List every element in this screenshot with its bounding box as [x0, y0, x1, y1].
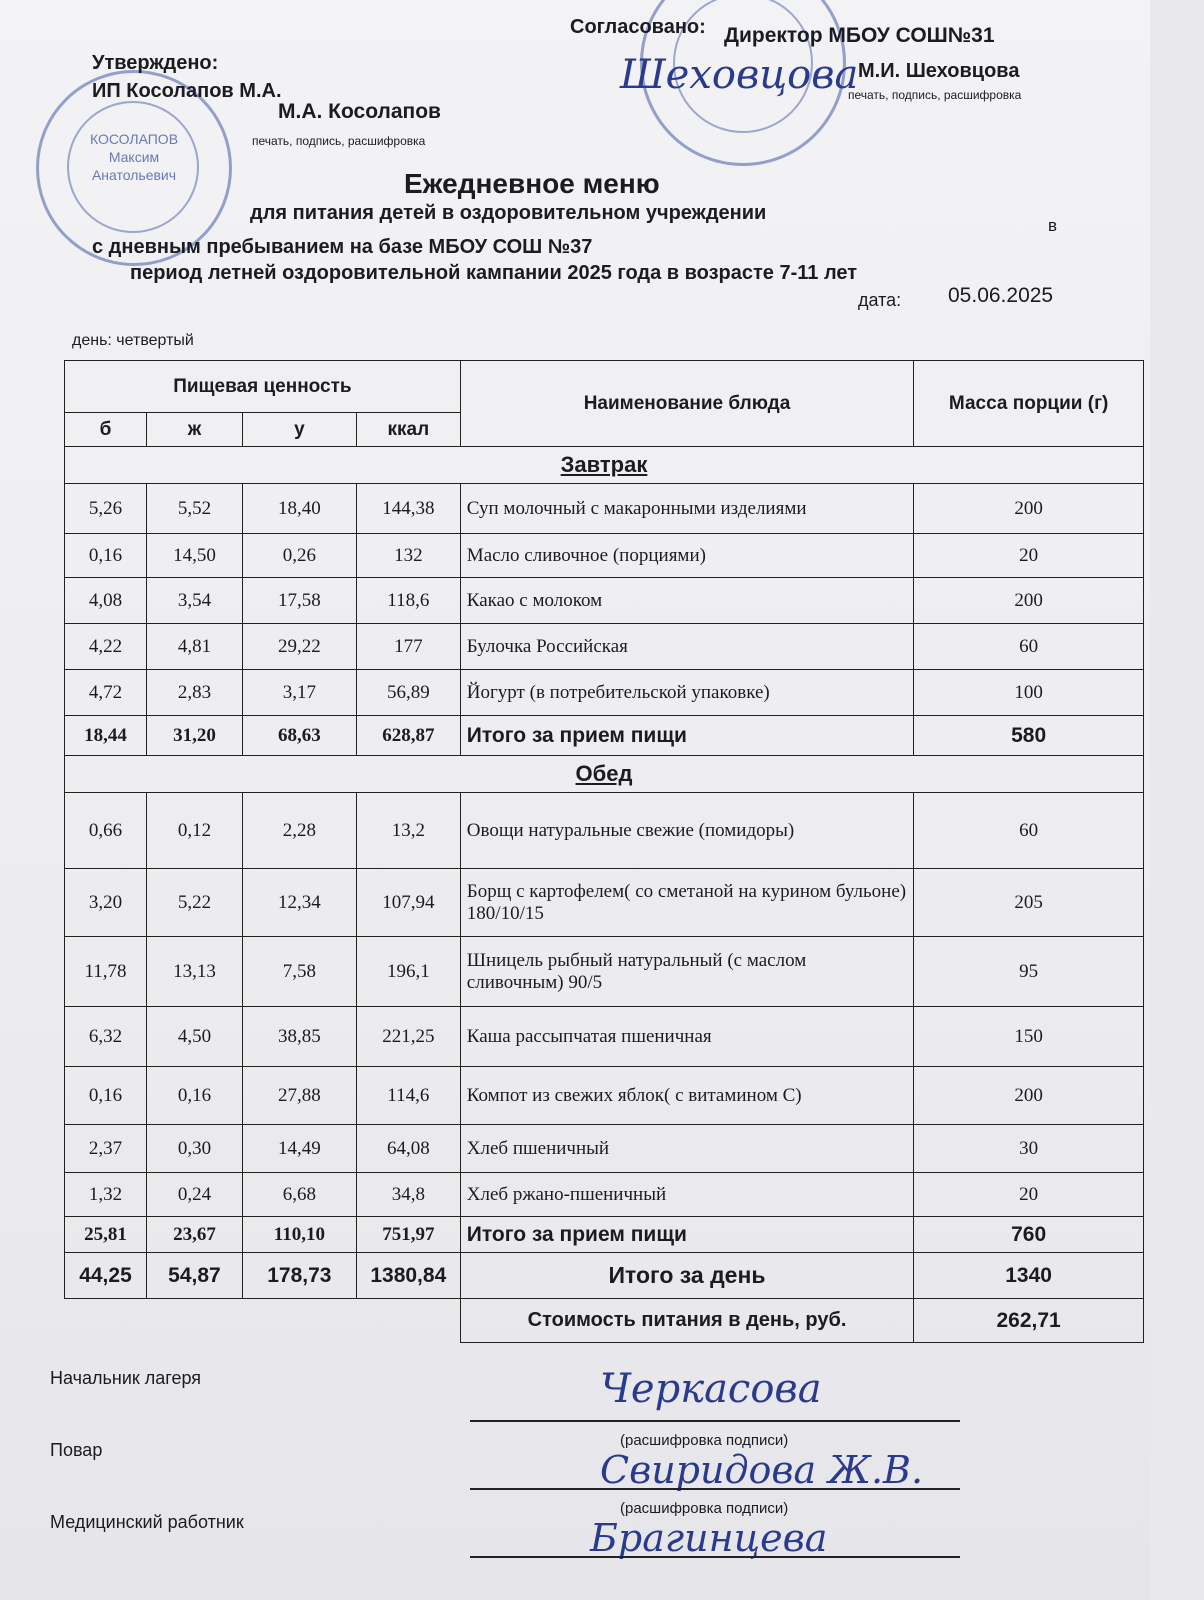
cell-b: 0,16	[65, 534, 147, 578]
cell-zh: 0,24	[146, 1173, 242, 1217]
cell-mass: 200	[914, 484, 1144, 534]
cell-u: 12,34	[242, 869, 356, 937]
cell-name: Компот из свежих яблок( с витамином С)	[460, 1067, 913, 1125]
title-line-1: для питания детей в оздоровительном учреждении	[250, 202, 767, 224]
header-row	[65, 361, 1144, 413]
title-line-3: период летней оздоровительной кампании 2025 года в возрасте 7-11 лет	[130, 262, 858, 284]
cell-kcal: 13,2	[356, 793, 460, 869]
cost-row	[65, 1299, 1144, 1343]
cell-name: Суп молочный с макаронными изделиями	[460, 484, 913, 534]
cell-b: 4,08	[65, 578, 147, 624]
cell-u: 6,68	[242, 1173, 356, 1217]
cell-mass: 20	[914, 534, 1144, 578]
cell-mass: 200	[914, 578, 1144, 624]
cell-kcal: 177	[356, 624, 460, 670]
cell-name: Какао с молоком	[460, 578, 913, 624]
cell-name: Йогурт (в потребительской упаковке)	[460, 670, 913, 716]
cell-name: Итого за день	[460, 1253, 913, 1299]
page-title: Ежедневное меню	[404, 168, 660, 199]
cell-b: 44,25	[65, 1253, 147, 1299]
cell-u: 38,85	[242, 1007, 356, 1067]
cell-zh: 2,83	[146, 670, 242, 716]
cost-label: Стоимость питания в день, руб.	[460, 1299, 913, 1343]
table-row	[65, 793, 1144, 869]
cell-mass: 20	[914, 1173, 1144, 1217]
approved-org: ИП Косолапов М.А.	[92, 80, 282, 102]
cell-kcal: 1380,84	[356, 1253, 460, 1299]
section-title-breakfast: Завтрак	[65, 447, 1144, 484]
chief-signature: Черкасова	[600, 1366, 822, 1412]
cell-mass: 60	[914, 793, 1144, 869]
cell-kcal: 196,1	[356, 937, 460, 1007]
cell-zh: 0,16	[146, 1067, 242, 1125]
cell-name: Итого за прием пищи	[460, 1217, 913, 1253]
stamp-name-2: Максим	[108, 149, 160, 165]
cell-b: 3,20	[65, 869, 147, 937]
medic-label: Медицинский работник	[50, 1512, 244, 1532]
table-row	[65, 869, 1144, 937]
date-value: 05.06.2025	[948, 284, 1054, 307]
title-line-2: с дневным пребыванием на базе МБОУ СОШ №37	[92, 236, 593, 258]
cell-mass: 760	[914, 1217, 1144, 1253]
cell-b: 25,81	[65, 1217, 147, 1253]
cell-mass: 200	[914, 1067, 1144, 1125]
cell-u: 29,22	[242, 624, 356, 670]
cost-spacer	[65, 1299, 461, 1343]
table-row	[65, 1007, 1144, 1067]
cell-b: 11,78	[65, 937, 147, 1007]
cook-label: Повар	[50, 1440, 103, 1460]
cell-kcal: 107,94	[356, 869, 460, 937]
table-row	[65, 1067, 1144, 1125]
cell-name: Шницель рыбный натуральный (с маслом сливочным) 90/5	[460, 937, 913, 1007]
table-row	[65, 937, 1144, 1007]
cell-name: Хлеб пшеничный	[460, 1125, 913, 1173]
cell-zh: 31,20	[146, 716, 242, 756]
cell-mass: 1340	[914, 1253, 1144, 1299]
cell-kcal: 221,25	[356, 1007, 460, 1067]
table-row	[65, 484, 1144, 534]
header-dish-name: Наименование блюда	[460, 361, 913, 447]
cell-u: 68,63	[242, 716, 356, 756]
cell-b: 0,66	[65, 793, 147, 869]
cell-b: 5,26	[65, 484, 147, 534]
cell-kcal: 628,87	[356, 716, 460, 756]
cell-u: 27,88	[242, 1067, 356, 1125]
approved-signer: М.А. Косолапов	[278, 100, 441, 123]
cell-u: 110,10	[242, 1217, 356, 1253]
cost-value: 262,71	[914, 1299, 1144, 1343]
cell-mass: 580	[914, 716, 1144, 756]
cell-zh: 4,81	[146, 624, 242, 670]
cook-signature: Свиридова Ж.В.	[600, 1448, 924, 1492]
cell-kcal: 132	[356, 534, 460, 578]
cell-kcal: 34,8	[356, 1173, 460, 1217]
cell-b: 0,16	[65, 1067, 147, 1125]
cell-mass: 30	[914, 1125, 1144, 1173]
medic-sign-line	[470, 1556, 960, 1558]
agreed-caption: печать, подпись, расшифровка	[848, 88, 1022, 102]
cell-zh: 4,50	[146, 1007, 242, 1067]
agreed-signature: Шеховцова	[620, 52, 859, 98]
section-breakfast	[65, 447, 1144, 484]
cell-name: Булочка Российская	[460, 624, 913, 670]
medic-signature: Брагинцева	[590, 1516, 828, 1560]
cell-b: 1,32	[65, 1173, 147, 1217]
cell-zh: 3,54	[146, 578, 242, 624]
section-title-lunch: Обед	[65, 756, 1144, 793]
cell-mass: 150	[914, 1007, 1144, 1067]
cell-kcal: 64,08	[356, 1125, 460, 1173]
cell-u: 0,26	[242, 534, 356, 578]
cell-name: Итого за прием пищи	[460, 716, 913, 756]
chief-label: Начальник лагеря	[50, 1368, 202, 1388]
cell-zh: 23,67	[146, 1217, 242, 1253]
cell-zh: 0,30	[146, 1125, 242, 1173]
cell-u: 17,58	[242, 578, 356, 624]
cell-mass: 100	[914, 670, 1144, 716]
cell-b: 6,32	[65, 1007, 147, 1067]
menu-table	[64, 360, 1144, 1343]
cell-u: 3,17	[242, 670, 356, 716]
cell-mass: 95	[914, 937, 1144, 1007]
cell-zh: 54,87	[146, 1253, 242, 1299]
cell-name: Борщ с картофелем( со сметаной на курином бульоне) 180/10/15	[460, 869, 913, 937]
agreed-signer: М.И. Шеховцова	[858, 60, 1020, 82]
day-total-row	[65, 1253, 1144, 1299]
cell-b: 18,44	[65, 716, 147, 756]
stamp-name-1: КОСОЛАПОВ	[89, 131, 179, 147]
cell-zh: 14,50	[146, 534, 242, 578]
cell-u: 18,40	[242, 484, 356, 534]
cell-zh: 0,12	[146, 793, 242, 869]
cell-kcal: 56,89	[356, 670, 460, 716]
approved-caption: печать, подпись, расшифровка	[252, 134, 426, 148]
table-row	[65, 624, 1144, 670]
chief-sign-line	[470, 1420, 960, 1422]
header-kcal: ккал	[356, 413, 460, 447]
cell-kcal: 144,38	[356, 484, 460, 534]
cell-u: 7,58	[242, 937, 356, 1007]
cell-zh: 5,52	[146, 484, 242, 534]
cell-zh: 5,22	[146, 869, 242, 937]
stamp-name-3: Анатольевич	[91, 167, 177, 183]
date-label: дата:	[858, 290, 902, 310]
agreed-label: Согласовано:	[570, 16, 706, 38]
section-lunch	[65, 756, 1144, 793]
cell-name: Овощи натуральные свежие (помидоры)	[460, 793, 913, 869]
header-mass: Масса порции (г)	[914, 361, 1144, 447]
cell-name: Каша рассыпчатая пшеничная	[460, 1007, 913, 1067]
cell-b: 4,72	[65, 670, 147, 716]
cell-kcal: 751,97	[356, 1217, 460, 1253]
cell-name: Хлеб ржано-пшеничный	[460, 1173, 913, 1217]
cell-name: Масло сливочное (порциями)	[460, 534, 913, 578]
day-label: день: четвертый	[72, 332, 194, 349]
cook-caption: (расшифровка подписи)	[620, 1432, 789, 1449]
cook-sign-line	[470, 1488, 960, 1490]
table-row	[65, 670, 1144, 716]
header-zh: ж	[146, 413, 242, 447]
table-row	[65, 578, 1144, 624]
medic-caption: (расшифровка подписи)	[620, 1500, 789, 1517]
approved-label: Утверждено:	[92, 52, 219, 74]
cell-u: 2,28	[242, 793, 356, 869]
header-u: у	[242, 413, 356, 447]
lunch-total-row	[65, 1217, 1144, 1253]
agreed-position: Директор МБОУ СОШ№31	[724, 24, 995, 47]
cell-b: 2,37	[65, 1125, 147, 1173]
cell-u: 178,73	[242, 1253, 356, 1299]
cell-b: 4,22	[65, 624, 147, 670]
title-line-2-word: в	[1048, 216, 1058, 235]
cell-kcal: 118,6	[356, 578, 460, 624]
table-row	[65, 1125, 1144, 1173]
cell-zh: 13,13	[146, 937, 242, 1007]
cell-mass: 205	[914, 869, 1144, 937]
header-nutrition: Пищевая ценность	[65, 361, 461, 413]
breakfast-total-row	[65, 716, 1144, 756]
header-b: б	[65, 413, 147, 447]
cell-u: 14,49	[242, 1125, 356, 1173]
table-row	[65, 1173, 1144, 1217]
table-row	[65, 534, 1144, 578]
cell-kcal: 114,6	[356, 1067, 460, 1125]
cell-mass: 60	[914, 624, 1144, 670]
